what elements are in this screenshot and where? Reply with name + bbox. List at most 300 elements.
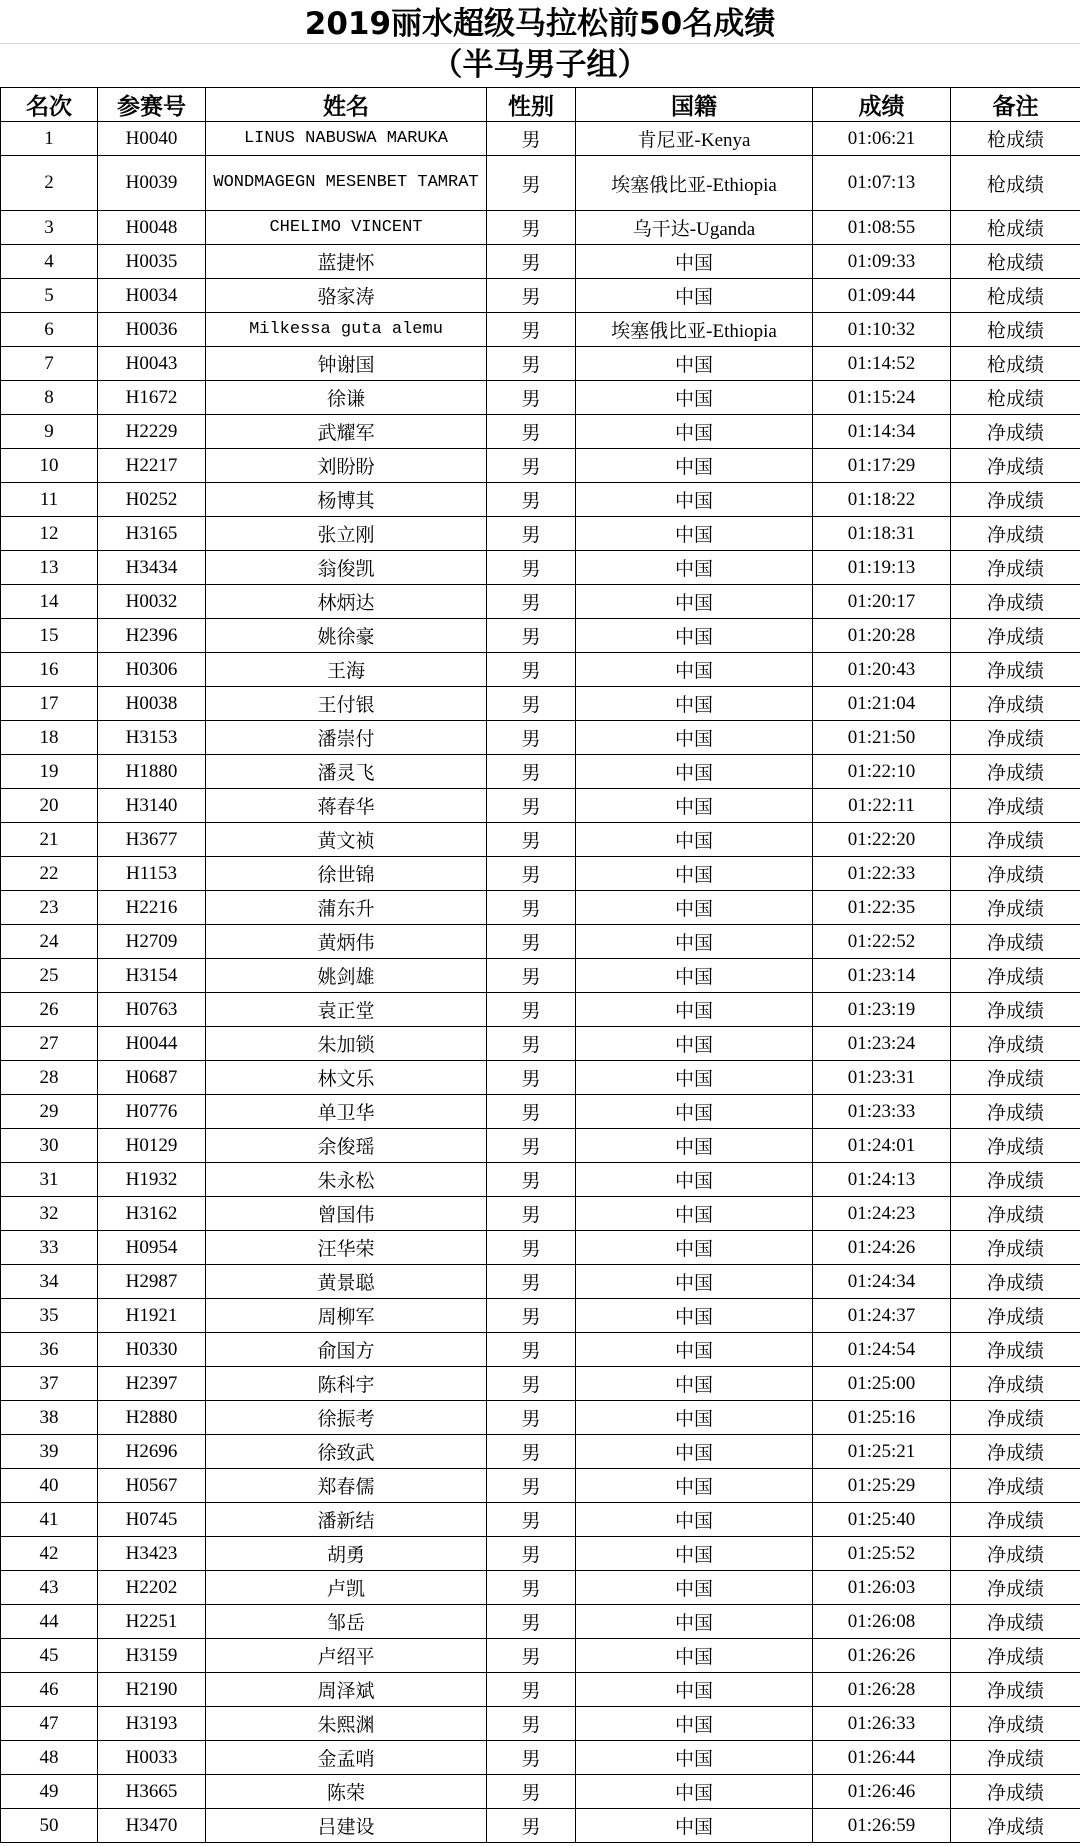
name-cell: 单卫华 [206,1095,487,1129]
time-cell: 01:22:10 [813,755,951,789]
country-cell: 中国 [576,687,813,721]
time-cell: 01:25:21 [813,1435,951,1469]
table-row [1,1503,1080,1537]
country-cell: 中国 [576,279,813,313]
gender-cell: 男 [487,653,576,687]
rank-cell: 15 [1,619,98,653]
country-cell: 中国 [576,1231,813,1265]
time-cell: 01:09:33 [813,245,951,279]
rank-cell: 18 [1,721,98,755]
country-cell: 中国 [576,347,813,381]
name-cell: 周柳军 [206,1299,487,1333]
time-cell: 01:25:00 [813,1367,951,1401]
rank-cell: 41 [1,1503,98,1537]
rank-cell: 32 [1,1197,98,1231]
rank-cell: 23 [1,891,98,925]
gender-cell: 男 [487,1265,576,1299]
time-cell: 01:24:13 [813,1163,951,1197]
country-cell: 中国 [576,1775,813,1809]
country-cell: 中国 [576,1265,813,1299]
note-cell: 净成绩 [951,415,1080,449]
bib-cell: H0033 [98,1741,206,1775]
gender-cell: 男 [487,1741,576,1775]
country-cell: 中国 [576,1571,813,1605]
rank-cell: 17 [1,687,98,721]
table-row [1,1741,1080,1775]
time-cell: 01:26:26 [813,1639,951,1673]
note-cell: 净成绩 [951,1129,1080,1163]
table-row [1,1469,1080,1503]
gender-cell: 男 [487,122,576,156]
bib-cell: H2880 [98,1401,206,1435]
country-cell: 中国 [576,551,813,585]
name-cell: 翁俊凯 [206,551,487,585]
note-cell: 净成绩 [951,755,1080,789]
country-cell: 中国 [576,653,813,687]
rank-cell: 34 [1,1265,98,1299]
rank-cell: 40 [1,1469,98,1503]
time-cell: 01:26:03 [813,1571,951,1605]
bib-cell: H0035 [98,245,206,279]
note-cell: 净成绩 [951,1537,1080,1571]
country-cell: 中国 [576,245,813,279]
time-cell: 01:24:34 [813,1265,951,1299]
rank-cell: 3 [1,211,98,245]
gender-cell: 男 [487,1571,576,1605]
rank-cell: 19 [1,755,98,789]
table-row [1,1163,1080,1197]
name-cell: 潘新结 [206,1503,487,1537]
country-cell: 中国 [576,381,813,415]
name-cell: 徐振考 [206,1401,487,1435]
sheet-title: 2019丽水超级马拉松前50名成绩 [0,0,1080,44]
rank-cell: 7 [1,347,98,381]
rank-cell: 5 [1,279,98,313]
note-cell: 净成绩 [951,1197,1080,1231]
note-cell: 净成绩 [951,1605,1080,1639]
country-cell: 中国 [576,1333,813,1367]
bib-cell: H3165 [98,517,206,551]
country-cell: 中国 [576,1605,813,1639]
name-cell: 黄景聪 [206,1265,487,1299]
bib-cell: H0043 [98,347,206,381]
note-cell: 净成绩 [951,483,1080,517]
bib-cell: H3159 [98,1639,206,1673]
rank-cell: 39 [1,1435,98,1469]
table-row [1,1367,1080,1401]
country-cell: 中国 [576,1401,813,1435]
name-cell: 王海 [206,653,487,687]
gender-cell: 男 [487,415,576,449]
name-cell: 杨博其 [206,483,487,517]
bib-cell: H0306 [98,653,206,687]
time-cell: 01:26:08 [813,1605,951,1639]
name-cell: 曾国伟 [206,1197,487,1231]
table-row [1,1197,1080,1231]
bib-cell: H2251 [98,1605,206,1639]
note-cell: 净成绩 [951,1265,1080,1299]
time-cell: 01:24:37 [813,1299,951,1333]
note-cell: 净成绩 [951,789,1080,823]
gender-cell: 男 [487,755,576,789]
name-cell: 武耀军 [206,415,487,449]
time-cell: 01:14:52 [813,347,951,381]
time-cell: 01:20:28 [813,619,951,653]
name-cell: 骆家涛 [206,279,487,313]
name-cell: 胡勇 [206,1537,487,1571]
table-row [1,381,1080,415]
gender-cell: 男 [487,551,576,585]
time-cell: 01:22:11 [813,789,951,823]
gender-cell: 男 [487,381,576,415]
header-rank: 名次 [1,88,98,122]
rank-cell: 11 [1,483,98,517]
bib-cell: H2696 [98,1435,206,1469]
time-cell: 01:10:32 [813,313,951,347]
bib-cell: H0954 [98,1231,206,1265]
country-cell: 埃塞俄比亚-Ethiopia [576,156,813,211]
time-cell: 01:21:50 [813,721,951,755]
country-cell: 中国 [576,721,813,755]
gender-cell: 男 [487,1231,576,1265]
table-row [1,789,1080,823]
gender-cell: 男 [487,1707,576,1741]
bib-cell: H3162 [98,1197,206,1231]
gender-cell: 男 [487,925,576,959]
rank-cell: 9 [1,415,98,449]
bib-cell: H1921 [98,1299,206,1333]
time-cell: 01:24:54 [813,1333,951,1367]
country-cell: 中国 [576,449,813,483]
country-cell: 中国 [576,959,813,993]
header-time: 成绩 [813,88,951,122]
table-row [1,1775,1080,1809]
table-row [1,1809,1080,1843]
note-cell: 枪成绩 [951,347,1080,381]
rank-cell: 13 [1,551,98,585]
note-cell: 净成绩 [951,1571,1080,1605]
name-cell: 金孟哨 [206,1741,487,1775]
table-row [1,347,1080,381]
time-cell: 01:24:01 [813,1129,951,1163]
note-cell: 净成绩 [951,585,1080,619]
note-cell: 净成绩 [951,1775,1080,1809]
gender-cell: 男 [487,959,576,993]
table-row [1,517,1080,551]
note-cell: 净成绩 [951,619,1080,653]
bib-cell: H0129 [98,1129,206,1163]
country-cell: 中国 [576,789,813,823]
note-cell: 净成绩 [951,959,1080,993]
name-cell: 徐致武 [206,1435,487,1469]
time-cell: 01:09:44 [813,279,951,313]
name-cell: 徐世锦 [206,857,487,891]
time-cell: 01:06:21 [813,122,951,156]
header-row [1,88,1080,122]
table-row [1,1401,1080,1435]
note-cell: 净成绩 [951,517,1080,551]
table-row [1,483,1080,517]
rank-cell: 46 [1,1673,98,1707]
name-cell: 张立刚 [206,517,487,551]
rank-cell: 29 [1,1095,98,1129]
table-row [1,551,1080,585]
bib-cell: H0034 [98,279,206,313]
table-row [1,1333,1080,1367]
table-row [1,1299,1080,1333]
header-bib: 参赛号 [98,88,206,122]
time-cell: 01:26:28 [813,1673,951,1707]
rank-cell: 38 [1,1401,98,1435]
note-cell: 枪成绩 [951,122,1080,156]
bib-cell: H1880 [98,755,206,789]
rank-cell: 28 [1,1061,98,1095]
time-cell: 01:18:22 [813,483,951,517]
name-cell: 黄文祯 [206,823,487,857]
country-cell: 中国 [576,1469,813,1503]
bib-cell: H0745 [98,1503,206,1537]
table-row [1,1265,1080,1299]
country-cell: 中国 [576,1129,813,1163]
name-cell: WONDMAGEGN MESENBET TAMRAT [206,156,487,211]
time-cell: 01:23:19 [813,993,951,1027]
time-cell: 01:24:23 [813,1197,951,1231]
rank-cell: 6 [1,313,98,347]
gender-cell: 男 [487,891,576,925]
rank-cell: 43 [1,1571,98,1605]
time-cell: 01:25:52 [813,1537,951,1571]
name-cell: 朱加锁 [206,1027,487,1061]
header-note: 备注 [951,88,1080,122]
name-cell: 余俊瑶 [206,1129,487,1163]
gender-cell: 男 [487,1673,576,1707]
country-cell: 乌干达-Uganda [576,211,813,245]
gender-cell: 男 [487,1469,576,1503]
name-cell: 潘灵飞 [206,755,487,789]
country-cell: 中国 [576,857,813,891]
name-cell: 袁正堂 [206,993,487,1027]
note-cell: 净成绩 [951,449,1080,483]
name-cell: 陈科宇 [206,1367,487,1401]
note-cell: 净成绩 [951,1061,1080,1095]
table-row [1,1061,1080,1095]
note-cell: 净成绩 [951,1299,1080,1333]
note-cell: 净成绩 [951,1401,1080,1435]
note-cell: 净成绩 [951,823,1080,857]
note-cell: 净成绩 [951,1741,1080,1775]
gender-cell: 男 [487,1775,576,1809]
gender-cell: 男 [487,245,576,279]
bib-cell: H1672 [98,381,206,415]
name-cell: 卢凯 [206,1571,487,1605]
name-cell: 王付银 [206,687,487,721]
bib-cell: H2216 [98,891,206,925]
bib-cell: H3434 [98,551,206,585]
rank-cell: 2 [1,156,98,211]
table-row [1,1639,1080,1673]
table-row [1,1231,1080,1265]
rank-cell: 45 [1,1639,98,1673]
time-cell: 01:20:43 [813,653,951,687]
table-row [1,721,1080,755]
name-cell: 陈荣 [206,1775,487,1809]
name-cell: 黄炳伟 [206,925,487,959]
note-cell: 净成绩 [951,1095,1080,1129]
table-row [1,279,1080,313]
table-row [1,755,1080,789]
table-row [1,1095,1080,1129]
time-cell: 01:26:33 [813,1707,951,1741]
bib-cell: H3423 [98,1537,206,1571]
time-cell: 01:17:29 [813,449,951,483]
name-cell: 徐谦 [206,381,487,415]
name-cell: 蒲东升 [206,891,487,925]
country-cell: 中国 [576,1503,813,1537]
table-row [1,1605,1080,1639]
gender-cell: 男 [487,1197,576,1231]
bib-cell: H0763 [98,993,206,1027]
note-cell: 净成绩 [951,891,1080,925]
gender-cell: 男 [487,517,576,551]
time-cell: 01:23:14 [813,959,951,993]
country-cell: 中国 [576,1061,813,1095]
rank-cell: 16 [1,653,98,687]
table-row [1,653,1080,687]
table-row [1,687,1080,721]
bib-cell: H2217 [98,449,206,483]
gender-cell: 男 [487,1639,576,1673]
time-cell: 01:22:33 [813,857,951,891]
gender-cell: 男 [487,1061,576,1095]
bib-cell: H0039 [98,156,206,211]
bib-cell: H3470 [98,1809,206,1843]
country-cell: 中国 [576,415,813,449]
time-cell: 01:22:20 [813,823,951,857]
table-row [1,449,1080,483]
bib-cell: H2202 [98,1571,206,1605]
bib-cell: H1153 [98,857,206,891]
country-cell: 中国 [576,925,813,959]
table-row [1,959,1080,993]
time-cell: 01:25:40 [813,1503,951,1537]
table-row [1,891,1080,925]
rank-cell: 14 [1,585,98,619]
bib-cell: H0040 [98,122,206,156]
bib-cell: H3140 [98,789,206,823]
bib-cell: H0048 [98,211,206,245]
name-cell: 汪华荣 [206,1231,487,1265]
bib-cell: H1932 [98,1163,206,1197]
table-row [1,245,1080,279]
time-cell: 01:23:33 [813,1095,951,1129]
name-cell: LINUS NABUSWA MARUKA [206,122,487,156]
rank-cell: 49 [1,1775,98,1809]
gender-cell: 男 [487,211,576,245]
note-cell: 净成绩 [951,653,1080,687]
gender-cell: 男 [487,449,576,483]
note-cell: 净成绩 [951,687,1080,721]
time-cell: 01:20:17 [813,585,951,619]
note-cell: 枪成绩 [951,381,1080,415]
time-cell: 01:22:35 [813,891,951,925]
time-cell: 01:26:44 [813,1741,951,1775]
country-cell: 中国 [576,1639,813,1673]
name-cell: 林炳达 [206,585,487,619]
gender-cell: 男 [487,823,576,857]
note-cell: 净成绩 [951,857,1080,891]
gender-cell: 男 [487,483,576,517]
bib-cell: H0038 [98,687,206,721]
table-row [1,1537,1080,1571]
rank-cell: 31 [1,1163,98,1197]
gender-cell: 男 [487,156,576,211]
country-cell: 中国 [576,1809,813,1843]
country-cell: 中国 [576,891,813,925]
time-cell: 01:25:29 [813,1469,951,1503]
name-cell: 姚剑雄 [206,959,487,993]
gender-cell: 男 [487,1027,576,1061]
gender-cell: 男 [487,1809,576,1843]
time-cell: 01:23:24 [813,1027,951,1061]
note-cell: 净成绩 [951,1707,1080,1741]
table-row [1,1027,1080,1061]
table-row [1,122,1080,156]
country-cell: 中国 [576,823,813,857]
name-cell: 姚徐豪 [206,619,487,653]
gender-cell: 男 [487,313,576,347]
time-cell: 01:14:34 [813,415,951,449]
gender-cell: 男 [487,1299,576,1333]
table-row [1,211,1080,245]
rank-cell: 12 [1,517,98,551]
note-cell: 净成绩 [951,925,1080,959]
time-cell: 01:15:24 [813,381,951,415]
country-cell: 肯尼亚-Kenya [576,122,813,156]
country-cell: 中国 [576,483,813,517]
rank-cell: 50 [1,1809,98,1843]
time-cell: 01:25:16 [813,1401,951,1435]
name-cell: 朱熙渊 [206,1707,487,1741]
rank-cell: 22 [1,857,98,891]
table-row [1,1571,1080,1605]
gender-cell: 男 [487,1333,576,1367]
bib-cell: H2190 [98,1673,206,1707]
rank-cell: 26 [1,993,98,1027]
table-row [1,1707,1080,1741]
name-cell: 刘盼盼 [206,449,487,483]
rank-cell: 8 [1,381,98,415]
table-row [1,925,1080,959]
gender-cell: 男 [487,687,576,721]
time-cell: 01:08:55 [813,211,951,245]
name-cell: 潘崇付 [206,721,487,755]
time-cell: 01:23:31 [813,1061,951,1095]
note-cell: 净成绩 [951,1367,1080,1401]
note-cell: 净成绩 [951,1333,1080,1367]
table-row [1,1673,1080,1707]
country-cell: 中国 [576,993,813,1027]
name-cell: 邹岳 [206,1605,487,1639]
bib-cell: H0687 [98,1061,206,1095]
gender-cell: 男 [487,1367,576,1401]
rank-cell: 36 [1,1333,98,1367]
table-row [1,585,1080,619]
time-cell: 01:07:13 [813,156,951,211]
rank-cell: 33 [1,1231,98,1265]
country-cell: 埃塞俄比亚-Ethiopia [576,313,813,347]
name-cell: CHELIMO VINCENT [206,211,487,245]
gender-cell: 男 [487,585,576,619]
